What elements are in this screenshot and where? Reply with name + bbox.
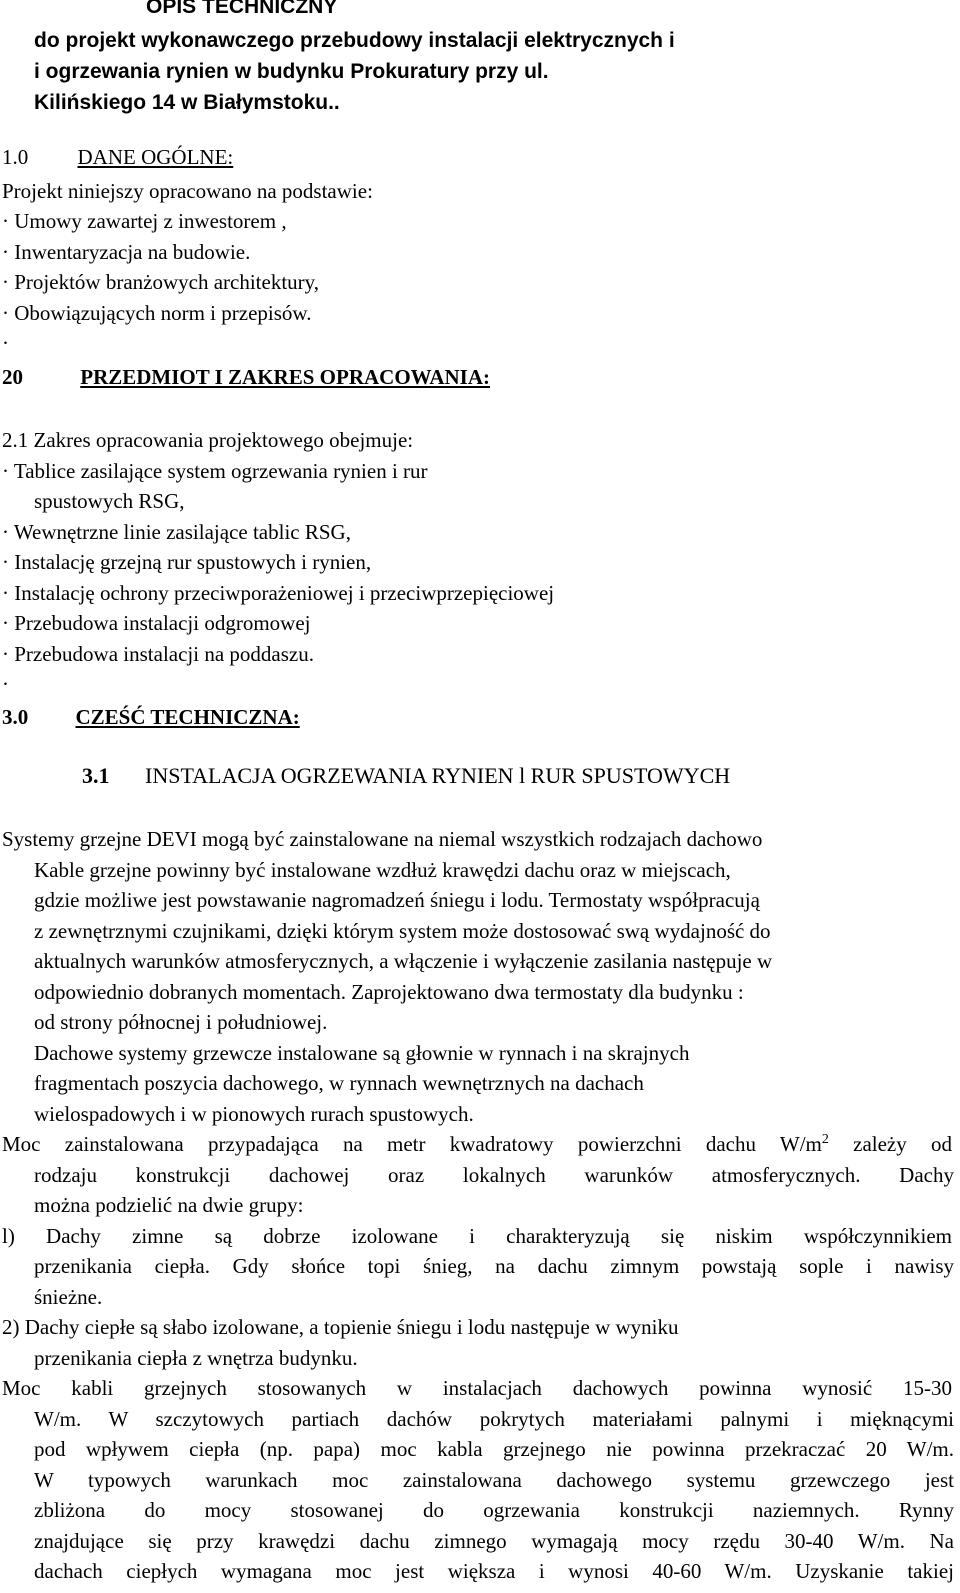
document-subtitle-line-2: i ogrzewania rynien w budynku Prokuratury przy ul. [34, 60, 549, 83]
section-2-number: 20 [2, 365, 23, 389]
body-line: gdzie możliwe jest powstawanie nagromadzeń śniegu i lodu. Termostaty współpracują [34, 888, 760, 912]
body-line: fragmentach poszycia dachowego, w rynnach wewnętrznych na dachach [34, 1071, 644, 1095]
section-2-item: · Instalację ochrony przeciwporażeniowej i przeciwprzepięciowej [2, 581, 555, 605]
section-2-item: · Przebudowa instalacji odgromowej [2, 611, 311, 635]
section-2-heading [2, 362, 490, 393]
body-line: W/m. W szczytowych partiach dachów pokrytych materiałami palnymi i mięknącymi [34, 1407, 954, 1431]
body-line: aktualnych warunków atmosferycznych, a włączenie i wyłączenie zasilania następuje w [34, 949, 773, 973]
body-line: l) Dachy zimne są dobrze izolowane i charakteryzują się niskim współczynnikiem [2, 1224, 952, 1248]
body-line: wielospadowych i w pionowych rurach spustowych. [34, 1102, 474, 1126]
body-line: rodzaju konstrukcji dachowej oraz lokalnych warunków atmosferycznych. Dachy [34, 1163, 954, 1187]
section-1-number: 1.0 [2, 145, 29, 169]
section-2-title: PRZEDMIOT I ZAKRES OPRACOWANIA: [80, 365, 490, 389]
section-1-item: · Inwentaryzacja na budowie. [2, 240, 251, 264]
body-line: dachach ciepłych wymagana moc jest większa i wynosi 40-60 W/m. Uzyskanie takiej [34, 1559, 954, 1583]
document-subtitle-line-1: do projekt wykonawczego przebudowy instalacji elektrycznych i [34, 29, 675, 52]
subsection-3-1-number: 3.1 [82, 763, 110, 788]
body-line-text: Moc zainstalowana przypadająca na metr kwadratowy powierzchni dachu W/m [2, 1132, 822, 1156]
body-line: śnieżne. [34, 1285, 103, 1309]
section-2-intro: 2.1 Zakres opracowania projektowego obejmuje: [2, 428, 414, 452]
body-line: 2) Dachy ciepłe są słabo izolowane, a topienie śniegu i lodu następuje w wyniku [2, 1315, 679, 1339]
subsection-3-1-title: INSTALACJA OGRZEWANIA RYNIEN l RUR SPUSTOWYCH [145, 763, 731, 788]
section-3-number: 3.0 [2, 705, 29, 729]
body-line: przenikania ciepła z wnętrza budynku. [34, 1346, 358, 1370]
body-line [2, 1129, 952, 1160]
body-line: z zewnętrznymi czujnikami, dzięki którym system może dostosować swą wydajność do [34, 919, 771, 943]
section-2-trailing-dot: · [2, 672, 9, 696]
body-line: Dachowe systemy grzewcze instalowane są głownie w rynnach i na skrajnych [34, 1041, 690, 1065]
subsection-3-1-heading [82, 761, 730, 792]
section-1-item: · Obowiązujących norm i przepisów. [2, 301, 312, 325]
section-2-item: · Przebudowa instalacji na poddaszu. [2, 642, 314, 666]
section-1-item: · Umowy zawartej z inwestorem , [2, 209, 287, 233]
section-2-item: · Tablice zasilające system ogrzewania rynien i rur [2, 459, 428, 483]
section-1-item: · Projektów branżowych architektury, [2, 270, 320, 294]
section-2-item-continuation: spustowych RSG, [34, 489, 185, 513]
section-1-heading [2, 142, 233, 173]
body-line: od strony północnej i południowej. [34, 1010, 328, 1034]
section-3-title: CZEŚĆ TECHNICZNA: [75, 705, 300, 729]
body-line: znajdujące się przy krawędzi dachu zimnego wymagają mocy rzędu 30-40 W/m. Na [34, 1529, 954, 1553]
section-1-title: DANE OGÓLNE: [77, 145, 234, 169]
body-line: W typowych warunkach moc zainstalowana dachowego systemu grzewczego jest [34, 1468, 954, 1492]
body-line: pod wpływem ciepła (np. papa) moc kabla grzejnego nie powinna przekraczać 20 W/m. [34, 1437, 954, 1461]
body-line: można podzielić na dwie grupy: [34, 1193, 304, 1217]
section-3-heading [2, 702, 300, 733]
body-line: Kable grzejne powinny być instalowane wzdłuż krawędzi dachu oraz w miejscach, [34, 858, 731, 882]
superscript: 2 [821, 1132, 829, 1147]
document-title: OPIS TECHNICZNY [146, 0, 338, 18]
section-1-intro: Projekt niniejszy opracowano na podstawie: [2, 179, 373, 203]
body-line: odpowiednio dobranych momentach. Zaprojektowano dwa termostaty dla budynku : [34, 980, 744, 1004]
body-line: przenikania ciepła. Gdy słońce topi śnieg, na dachu zimnym powstają sople i nawisy [34, 1254, 954, 1278]
document-subtitle-line-3: Kilińskiego 14 w Białymstoku.. [34, 91, 340, 114]
body-line: Systemy grzejne DEVI mogą być zainstalowane na niemal wszystkich rodzajach dachowo [2, 827, 763, 851]
body-line: zbliżona do mocy stosowanej do ogrzewania konstrukcji naziemnych. Rynny [34, 1498, 954, 1522]
body-line-text: zależy od [828, 1132, 952, 1156]
body-line: Moc kabli grzejnych stosowanych w instalacjach dachowych powinna wynosić 15-30 [2, 1376, 952, 1400]
section-1-trailing-dot: · [2, 331, 9, 355]
section-2-item: · Wewnętrzne linie zasilające tablic RSG, [2, 520, 351, 544]
section-2-item: · Instalację grzejną rur spustowych i rynien, [2, 550, 372, 574]
